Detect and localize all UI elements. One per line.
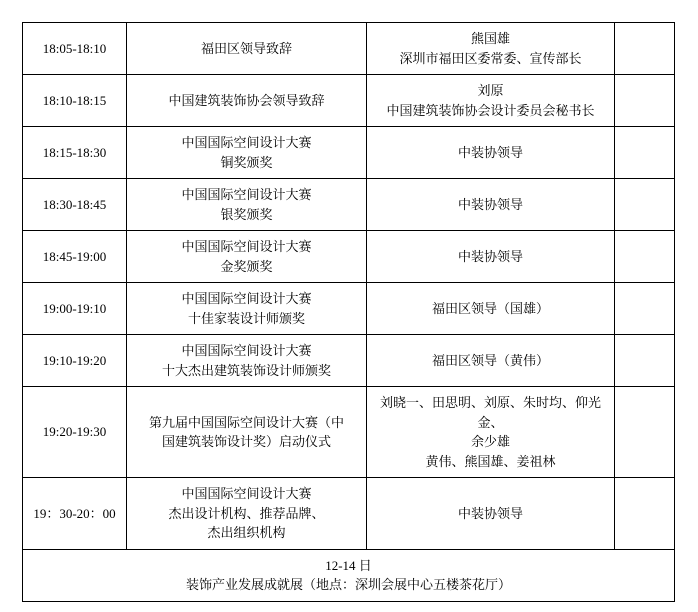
cell-item: 福田区领导致辞 [127, 23, 367, 75]
cell-time: 18:30-18:45 [23, 179, 127, 231]
cell-item: 中国国际空间设计大赛 银奖颁奖 [127, 179, 367, 231]
cell-time: 18:45-19:00 [23, 231, 127, 283]
cell-person: 熊国雄 深圳市福田区委常委、宣传部长 [367, 23, 615, 75]
cell-item: 中国国际空间设计大赛 铜奖颁奖 [127, 127, 367, 179]
table-row [23, 127, 675, 179]
table-row [23, 478, 675, 550]
footer-description: 装饰产业发展成就展（地点：深圳会展中心五楼茶花厅） [185, 577, 511, 592]
footer-date: 12-14 日 [325, 557, 372, 573]
cell-footer [23, 549, 675, 601]
schedule-table-body [23, 23, 675, 602]
cell-time: 19:20-19:30 [23, 387, 127, 478]
cell-extra [615, 231, 675, 283]
cell-person: 刘原 中国建筑装饰协会设计委员会秘书长 [367, 75, 615, 127]
cell-item: 第九届中国国际空间设计大赛（中 国建筑装饰设计奖）启动仪式 [127, 387, 367, 478]
document-page [0, 22, 698, 612]
cell-extra [615, 75, 675, 127]
cell-person: 福田区领导（国雄） [367, 283, 615, 335]
cell-item: 中国国际空间设计大赛 金奖颁奖 [127, 231, 367, 283]
cell-extra [615, 478, 675, 550]
cell-time: 18:10-18:15 [23, 75, 127, 127]
table-row [23, 283, 675, 335]
cell-extra [615, 335, 675, 387]
table-row [23, 75, 675, 127]
cell-person: 中装协领导 [367, 127, 615, 179]
cell-extra [615, 23, 675, 75]
cell-item: 中国国际空间设计大赛 杰出设计机构、推荐品牌、 杰出组织机构 [127, 478, 367, 550]
schedule-table [22, 22, 675, 602]
cell-item: 中国国际空间设计大赛 十佳家装设计师颁奖 [127, 283, 367, 335]
cell-extra [615, 179, 675, 231]
table-footer-row [23, 549, 675, 601]
cell-person: 刘晓一、田思明、刘原、朱时均、仰光金、 余少雄 黄伟、熊国雄、姜祖林 [367, 387, 615, 478]
cell-person: 福田区领导（黄伟） [367, 335, 615, 387]
cell-extra [615, 283, 675, 335]
table-row [23, 231, 675, 283]
table-row [23, 179, 675, 231]
cell-time: 19：30-20：00 [23, 478, 127, 550]
table-row [23, 23, 675, 75]
cell-person: 中装协领导 [367, 231, 615, 283]
cell-time: 19:00-19:10 [23, 283, 127, 335]
cell-time: 18:15-18:30 [23, 127, 127, 179]
cell-extra [615, 127, 675, 179]
cell-time: 19:10-19:20 [23, 335, 127, 387]
cell-extra [615, 387, 675, 478]
table-row [23, 335, 675, 387]
cell-item: 中国国际空间设计大赛 十大杰出建筑装饰设计师颁奖 [127, 335, 367, 387]
table-row [23, 387, 675, 478]
cell-person: 中装协领导 [367, 478, 615, 550]
cell-time: 18:05-18:10 [23, 23, 127, 75]
cell-item: 中国建筑装饰协会领导致辞 [127, 75, 367, 127]
cell-person: 中装协领导 [367, 179, 615, 231]
